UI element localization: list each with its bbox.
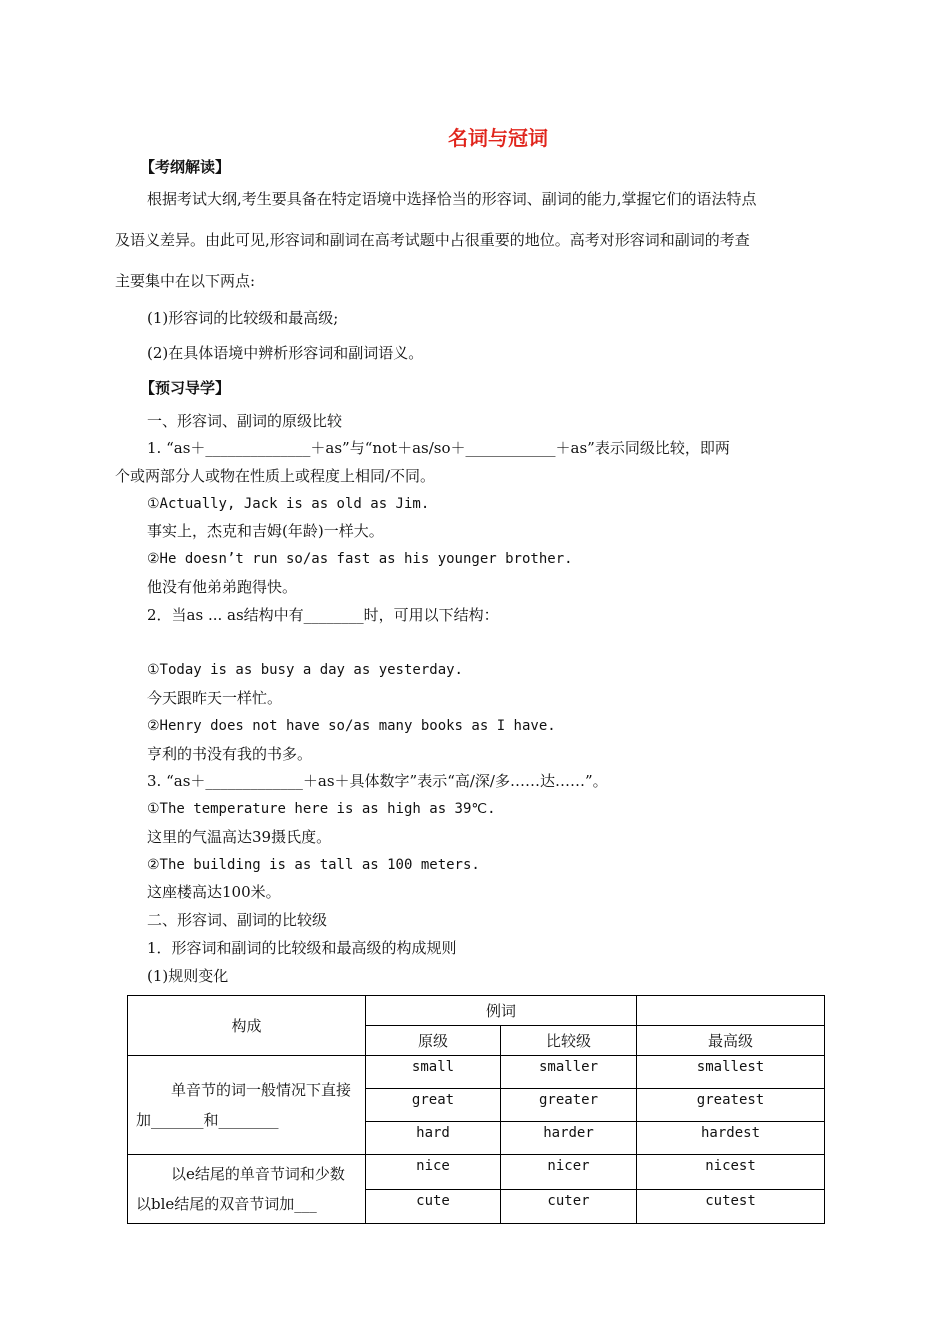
item-1-line-1: 1. “as＋______________＋as”与“not＋as/so＋____________＋as”表示同级比较，即两: [147, 439, 730, 457]
superlative-word: greatest: [637, 1089, 825, 1122]
rule-cell: [128, 1056, 366, 1155]
item-1-line-2: 个或两部分人或物在性质上或程度上相同/不同。: [115, 467, 436, 485]
example-translation: 这里的气温高达39摄氏度。: [147, 828, 332, 846]
header-base-form: 原级: [366, 1026, 501, 1056]
comparative-word: cuter: [501, 1189, 637, 1224]
item-3: 3. “as＋_____________＋as＋具体数字”表示“高/深/多……达……”。: [147, 772, 608, 790]
example-sentence: ②The building is as tall as 100 meters.: [147, 857, 480, 873]
rule-cell: [128, 1155, 366, 1224]
comparative-word: greater: [501, 1089, 637, 1122]
rule-text: 以e结尾的单音节词和少数以ble结尾的双音节词加___: [136, 1165, 345, 1213]
outline-paragraph-line-2: 及语义差异。由此可见,形容词和副词在高考试题中占很重要的地位。高考对形容词和副词的考查: [115, 231, 750, 249]
example-translation: 今天跟昨天一样忙。: [147, 689, 283, 707]
superlative-word: nicest: [637, 1155, 825, 1190]
outline-point-2: (2)在具体语境中辨析形容词和副词语义。: [147, 344, 424, 362]
header-superlative: 最高级: [637, 1026, 825, 1056]
base-word: great: [366, 1089, 501, 1122]
superlative-word: cutest: [637, 1189, 825, 1224]
comparison-rules-table: [127, 995, 825, 1224]
example-translation: 亨利的书没有我的书多。: [147, 745, 313, 763]
table-row: [128, 1155, 825, 1190]
example-sentence: ①Actually, Jack is as old as Jim.: [147, 496, 430, 512]
example-sentence: ②Henry does not have so/as many books as I have.: [147, 718, 556, 734]
example-sentence: ①Today is as busy a day as yesterday.: [147, 662, 463, 678]
item-2: 2．当as ... as结构中有________时，可用以下结构：: [147, 606, 499, 624]
example-translation: 事实上，杰克和吉姆(年龄)一样大。: [147, 522, 384, 540]
header-blank: [637, 996, 825, 1026]
item-4-sub-a: (1)规则变化: [147, 967, 229, 985]
table-row: [128, 1056, 825, 1089]
comparative-word: smaller: [501, 1056, 637, 1089]
rule-text: 单音节的词一般情况下直接加_______和________: [136, 1081, 352, 1129]
comparative-word: harder: [501, 1122, 637, 1155]
base-word: cute: [366, 1189, 501, 1224]
header-form: 构成: [128, 996, 366, 1056]
item-4: 1．形容词和副词的比较级和最高级的构成规则: [147, 939, 457, 957]
outline-point-1: (1)形容词的比较级和最高级;: [147, 309, 339, 327]
base-word: hard: [366, 1122, 501, 1155]
superlative-word: smallest: [637, 1056, 825, 1089]
outline-paragraph-line-3: 主要集中在以下两点:: [115, 272, 256, 290]
subsection-2-heading: 二、形容词、副词的比较级: [147, 911, 328, 929]
base-word: nice: [366, 1155, 501, 1190]
example-sentence: ①The temperature here is as high as 39℃.: [147, 801, 496, 817]
header-comparative: 比较级: [501, 1026, 637, 1056]
table-header-row: [128, 996, 825, 1026]
example-translation: 他没有他弟弟跑得快。: [147, 578, 298, 596]
base-word: small: [366, 1056, 501, 1089]
document-title: 名词与冠词: [448, 126, 548, 150]
preview-guide-heading: 【预习导学】: [140, 379, 231, 397]
comparative-word: nicer: [501, 1155, 637, 1190]
exam-outline-heading: 【考纲解读】: [140, 158, 231, 176]
superlative-word: hardest: [637, 1122, 825, 1155]
header-examples: 例词: [366, 996, 637, 1026]
example-translation: 这座楼高达100米。: [147, 883, 281, 901]
outline-paragraph-line-1: 根据考试大纲,考生要具备在特定语境中选择恰当的形容词、副词的能力,掌握它们的语法特点: [147, 190, 757, 208]
subsection-1-heading: 一、形容词、副词的原级比较: [147, 412, 343, 430]
example-sentence: ②He doesn’t run so/as fast as his younger brother.: [147, 551, 573, 567]
